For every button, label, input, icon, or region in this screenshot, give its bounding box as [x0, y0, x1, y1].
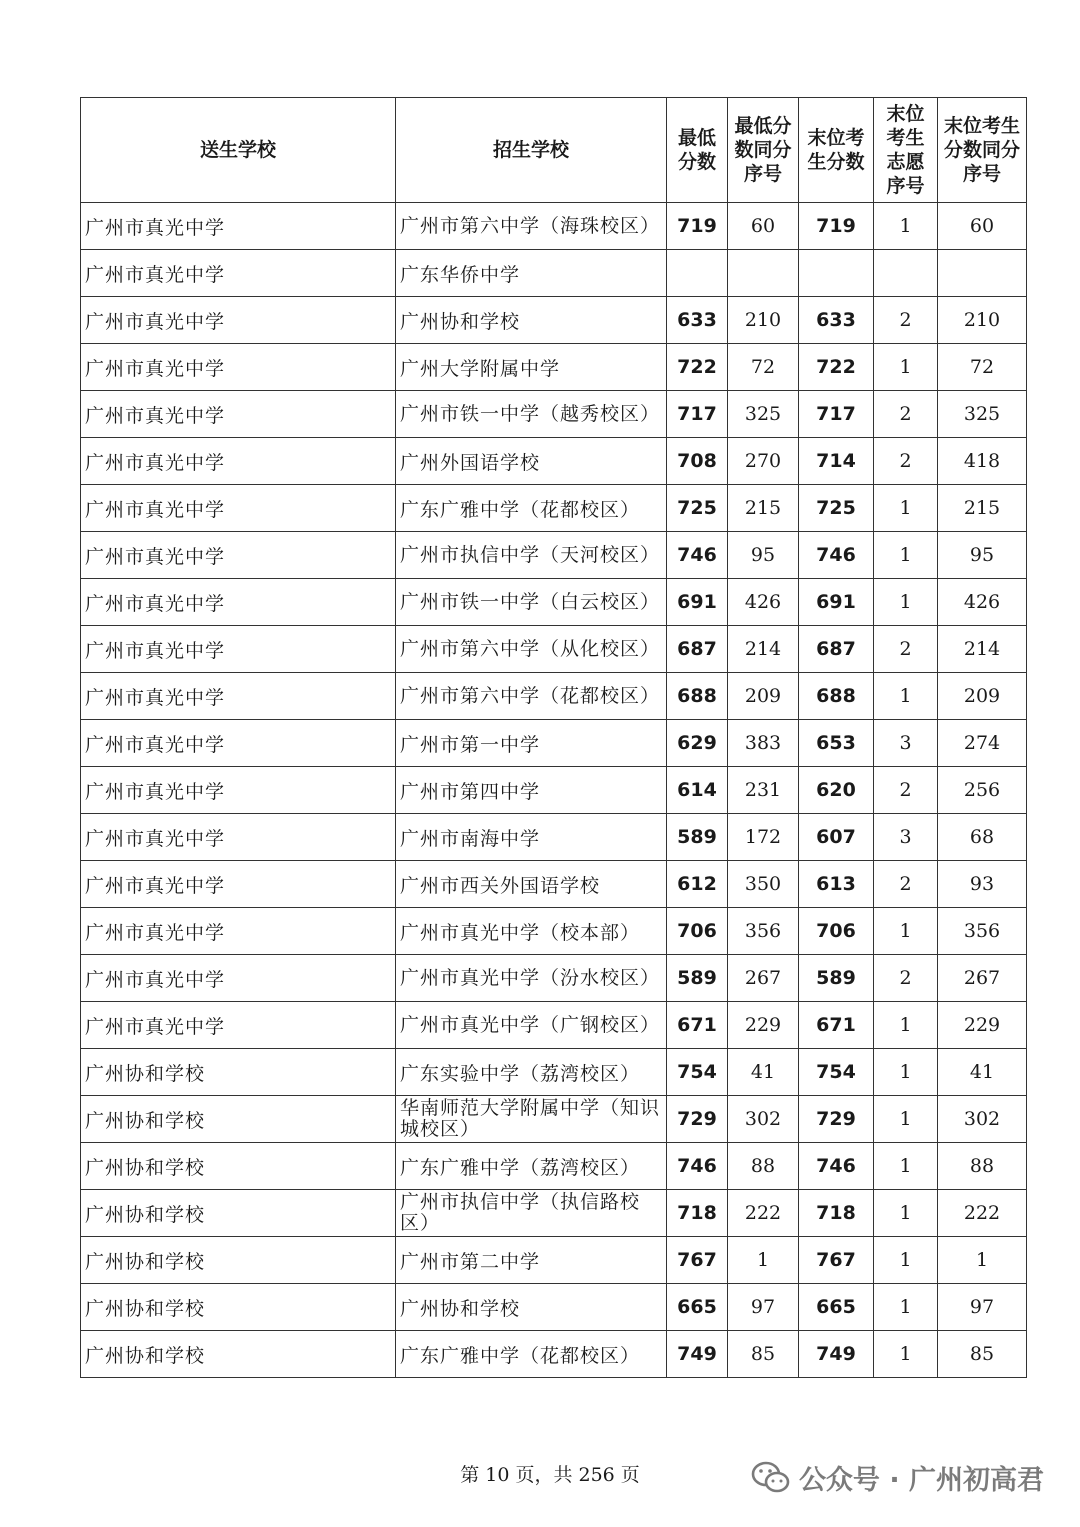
- header-line: 分数同分: [943, 139, 1020, 161]
- cell-sender-school: 广州协和学校: [81, 1190, 396, 1237]
- header-line: 志愿: [886, 151, 925, 173]
- cell-last-choice: 1: [874, 1143, 938, 1190]
- cell-last-choice: 2: [874, 767, 938, 814]
- cell-last-rank: [938, 250, 1027, 297]
- cell-min-score: 767: [667, 1237, 728, 1284]
- cell-sender-school: 广州协和学校: [81, 1143, 396, 1190]
- cell-last-score: 589: [799, 955, 874, 1002]
- cell-min-rank: 85: [728, 1331, 799, 1378]
- cell-min-rank: 231: [728, 767, 799, 814]
- cell-last-choice: 1: [874, 908, 938, 955]
- cell-last-rank: 88: [938, 1143, 1027, 1190]
- cell-last-score: 722: [799, 344, 874, 391]
- cell-min-score: 612: [667, 861, 728, 908]
- cell-sender-school: 广州市真光中学: [81, 673, 396, 720]
- cell-sender-school: 广州市真光中学: [81, 485, 396, 532]
- cell-last-rank: 426: [938, 579, 1027, 626]
- header-line: 数同分: [734, 139, 792, 161]
- cell-min-score: [667, 250, 728, 297]
- cell-last-choice: 1: [874, 1002, 938, 1049]
- admission-table: [80, 97, 1027, 1378]
- cell-last-choice: 1: [874, 344, 938, 391]
- cell-last-score: 746: [799, 532, 874, 579]
- cell-sender-school: 广州市真光中学: [81, 955, 396, 1002]
- cell-sender-school: 广州市真光中学: [81, 626, 396, 673]
- cell-min-score: 589: [667, 814, 728, 861]
- cell-recruiting-school: 广州市执信中学（天河校区）: [396, 532, 667, 579]
- cell-min-rank: 383: [728, 720, 799, 767]
- cell-min-rank: 270: [728, 438, 799, 485]
- cell-last-rank: 60: [938, 203, 1027, 250]
- cell-min-score: 665: [667, 1284, 728, 1331]
- cell-min-score: 717: [667, 391, 728, 438]
- cell-min-score: 687: [667, 626, 728, 673]
- cell-last-score: 671: [799, 1002, 874, 1049]
- cell-recruiting-school: 广东广雅中学（花都校区）: [396, 485, 667, 532]
- table-row: [81, 579, 1027, 626]
- cell-min-score: 749: [667, 1331, 728, 1378]
- cell-last-score: 620: [799, 767, 874, 814]
- cell-last-choice: 1: [874, 1190, 938, 1237]
- cell-min-score: 719: [667, 203, 728, 250]
- cell-last-score: 714: [799, 438, 874, 485]
- header-line: 序号: [743, 163, 782, 185]
- cell-min-rank: 1: [728, 1237, 799, 1284]
- cell-min-rank: 302: [728, 1096, 799, 1143]
- header-line: 末位考: [807, 127, 865, 149]
- table-row: [81, 626, 1027, 673]
- cell-recruiting-school: 广州市铁一中学（白云校区）: [396, 579, 667, 626]
- cell-last-choice: 1: [874, 532, 938, 579]
- header-min-score: [667, 98, 728, 203]
- cell-last-rank: 256: [938, 767, 1027, 814]
- cell-recruiting-school: 广州市真光中学（广钢校区）: [396, 1002, 667, 1049]
- cell-sender-school: 广州市真光中学: [81, 297, 396, 344]
- cell-min-score: 746: [667, 532, 728, 579]
- cell-recruiting-school: 广东广雅中学（花都校区）: [396, 1331, 667, 1378]
- cell-last-score: 607: [799, 814, 874, 861]
- cell-recruiting-school: 广州市第四中学: [396, 767, 667, 814]
- cell-sender-school: 广州市真光中学: [81, 391, 396, 438]
- cell-sender-school: 广州市真光中学: [81, 344, 396, 391]
- cell-recruiting-school: 广州外国语学校: [396, 438, 667, 485]
- cell-min-rank: 267: [728, 955, 799, 1002]
- cell-last-choice: 1: [874, 1237, 938, 1284]
- cell-last-choice: 1: [874, 579, 938, 626]
- cell-min-score: 725: [667, 485, 728, 532]
- cell-last-rank: 93: [938, 861, 1027, 908]
- cell-last-rank: 85: [938, 1331, 1027, 1378]
- header-min-rank: [728, 98, 799, 203]
- table-row: [81, 203, 1027, 250]
- cell-sender-school: 广州市真光中学: [81, 438, 396, 485]
- table-row: [81, 861, 1027, 908]
- cell-min-rank: 350: [728, 861, 799, 908]
- cell-min-rank: 97: [728, 1284, 799, 1331]
- cell-last-score: 613: [799, 861, 874, 908]
- cell-last-choice: 3: [874, 814, 938, 861]
- cell-last-rank: 356: [938, 908, 1027, 955]
- cell-last-score: [799, 250, 874, 297]
- table-row: [81, 250, 1027, 297]
- cell-recruiting-school: 广州市西关外国语学校: [396, 861, 667, 908]
- cell-last-score: 706: [799, 908, 874, 955]
- cell-min-score: 629: [667, 720, 728, 767]
- cell-last-choice: 2: [874, 626, 938, 673]
- header-line: 分数: [677, 151, 716, 173]
- cell-min-rank: [728, 250, 799, 297]
- table-row: [81, 485, 1027, 532]
- cell-last-choice: 2: [874, 297, 938, 344]
- cell-min-rank: 209: [728, 673, 799, 720]
- header-last-score: [799, 98, 874, 203]
- header-line: 最低分: [734, 115, 792, 137]
- table-row: [81, 1190, 1027, 1237]
- header-recruiting-school: 招生学校: [396, 98, 667, 203]
- cell-sender-school: 广州市真光中学: [81, 203, 396, 250]
- table-row: [81, 1002, 1027, 1049]
- cell-last-score: 633: [799, 297, 874, 344]
- cell-min-score: 706: [667, 908, 728, 955]
- cell-sender-school: 广州协和学校: [81, 1096, 396, 1143]
- table-row: [81, 955, 1027, 1002]
- header-last-rank: [938, 98, 1027, 203]
- cell-recruiting-school: 广州市真光中学（汾水校区）: [396, 955, 667, 1002]
- cell-sender-school: 广州市真光中学: [81, 532, 396, 579]
- cell-sender-school: 广州市真光中学: [81, 861, 396, 908]
- cell-sender-school: 广州市真光中学: [81, 579, 396, 626]
- cell-last-score: 754: [799, 1049, 874, 1096]
- table-row: [81, 391, 1027, 438]
- cell-last-choice: 2: [874, 391, 938, 438]
- cell-last-rank: 215: [938, 485, 1027, 532]
- page-number-text: 第 10 页，共 256 页: [460, 1464, 640, 1486]
- cell-last-choice: 1: [874, 485, 938, 532]
- cell-last-score: 746: [799, 1143, 874, 1190]
- cell-min-rank: 172: [728, 814, 799, 861]
- cell-min-rank: 426: [728, 579, 799, 626]
- admission-table-wrapper: [80, 97, 1026, 1378]
- cell-recruiting-school: 广州市铁一中学（越秀校区）: [396, 391, 667, 438]
- cell-last-rank: 210: [938, 297, 1027, 344]
- wechat-icon: [751, 1461, 791, 1495]
- cell-min-rank: 210: [728, 297, 799, 344]
- cell-min-rank: 229: [728, 1002, 799, 1049]
- cell-recruiting-school: 广州市第六中学（海珠校区）: [396, 203, 667, 250]
- cell-last-score: 688: [799, 673, 874, 720]
- cell-last-rank: 209: [938, 673, 1027, 720]
- table-row: [81, 532, 1027, 579]
- cell-min-rank: 222: [728, 1190, 799, 1237]
- cell-recruiting-school: 广州协和学校: [396, 297, 667, 344]
- header-line: 末位考生: [943, 115, 1020, 137]
- cell-last-score: 687: [799, 626, 874, 673]
- cell-sender-school: 广州协和学校: [81, 1237, 396, 1284]
- cell-last-choice: 1: [874, 1331, 938, 1378]
- cell-recruiting-school: 广州市第一中学: [396, 720, 667, 767]
- cell-last-choice: 1: [874, 1284, 938, 1331]
- table-row: [81, 438, 1027, 485]
- cell-recruiting-school: 广州协和学校: [396, 1284, 667, 1331]
- cell-recruiting-school: 广州大学附属中学: [396, 344, 667, 391]
- cell-sender-school: 广州协和学校: [81, 1284, 396, 1331]
- cell-last-choice: 2: [874, 955, 938, 1002]
- table-row: [81, 1284, 1027, 1331]
- cell-min-rank: 215: [728, 485, 799, 532]
- cell-last-rank: 68: [938, 814, 1027, 861]
- cell-last-rank: 302: [938, 1096, 1027, 1143]
- header-line: 考生: [886, 127, 925, 149]
- header-line: 末位: [886, 103, 925, 125]
- cell-last-choice: [874, 250, 938, 297]
- cell-last-score: 767: [799, 1237, 874, 1284]
- cell-last-score: 749: [799, 1331, 874, 1378]
- table-row: [81, 1237, 1027, 1284]
- cell-last-score: 725: [799, 485, 874, 532]
- header-line: 序号: [886, 175, 925, 197]
- cell-last-rank: 95: [938, 532, 1027, 579]
- cell-min-score: 688: [667, 673, 728, 720]
- cell-min-rank: 60: [728, 203, 799, 250]
- cell-sender-school: 广州市真光中学: [81, 720, 396, 767]
- cell-min-score: 718: [667, 1190, 728, 1237]
- cell-last-choice: 3: [874, 720, 938, 767]
- cell-last-score: 719: [799, 203, 874, 250]
- cell-min-score: 691: [667, 579, 728, 626]
- header-line: 生分数: [807, 151, 865, 173]
- cell-min-rank: 41: [728, 1049, 799, 1096]
- cell-recruiting-school: 广东广雅中学（荔湾校区）: [396, 1143, 667, 1190]
- cell-min-score: 614: [667, 767, 728, 814]
- cell-min-rank: 72: [728, 344, 799, 391]
- table-row: [81, 673, 1027, 720]
- cell-sender-school: 广州协和学校: [81, 1331, 396, 1378]
- table-row: [81, 1143, 1027, 1190]
- cell-recruiting-school: 广州市南海中学: [396, 814, 667, 861]
- cell-recruiting-school: 华南师范大学附属中学（知识城校区）: [396, 1096, 667, 1143]
- cell-sender-school: 广州市真光中学: [81, 767, 396, 814]
- cell-min-score: 754: [667, 1049, 728, 1096]
- cell-sender-school: 广州协和学校: [81, 1049, 396, 1096]
- watermark: [751, 1458, 1044, 1497]
- cell-recruiting-school: 广东华侨中学: [396, 250, 667, 297]
- cell-min-score: 729: [667, 1096, 728, 1143]
- cell-last-rank: 72: [938, 344, 1027, 391]
- cell-last-rank: 274: [938, 720, 1027, 767]
- cell-last-choice: 2: [874, 438, 938, 485]
- table-row: [81, 1331, 1027, 1378]
- cell-last-score: 653: [799, 720, 874, 767]
- cell-recruiting-school: 广东实验中学（荔湾校区）: [396, 1049, 667, 1096]
- table-row: [81, 1049, 1027, 1096]
- header-sender-school: 送生学校: [81, 98, 396, 203]
- cell-recruiting-school: 广州市第二中学: [396, 1237, 667, 1284]
- cell-min-score: 722: [667, 344, 728, 391]
- cell-min-rank: 214: [728, 626, 799, 673]
- cell-min-score: 589: [667, 955, 728, 1002]
- cell-last-rank: 222: [938, 1190, 1027, 1237]
- table-row: [81, 908, 1027, 955]
- cell-last-rank: 41: [938, 1049, 1027, 1096]
- header-last-choice: [874, 98, 938, 203]
- cell-last-choice: 2: [874, 861, 938, 908]
- cell-sender-school: 广州市真光中学: [81, 814, 396, 861]
- cell-last-choice: 1: [874, 203, 938, 250]
- cell-recruiting-school: 广州市真光中学（校本部）: [396, 908, 667, 955]
- cell-last-rank: 1: [938, 1237, 1027, 1284]
- cell-last-choice: 1: [874, 1096, 938, 1143]
- cell-last-rank: 267: [938, 955, 1027, 1002]
- cell-last-score: 691: [799, 579, 874, 626]
- cell-last-rank: 229: [938, 1002, 1027, 1049]
- table-header-row: [81, 98, 1027, 203]
- cell-last-rank: 325: [938, 391, 1027, 438]
- cell-min-score: 671: [667, 1002, 728, 1049]
- cell-min-rank: 356: [728, 908, 799, 955]
- cell-recruiting-school: 广州市第六中学（花都校区）: [396, 673, 667, 720]
- table-row: [81, 814, 1027, 861]
- cell-min-score: 633: [667, 297, 728, 344]
- cell-last-rank: 97: [938, 1284, 1027, 1331]
- cell-recruiting-school: 广州市第六中学（从化校区）: [396, 626, 667, 673]
- cell-last-choice: 1: [874, 1049, 938, 1096]
- cell-last-rank: 418: [938, 438, 1027, 485]
- cell-last-score: 717: [799, 391, 874, 438]
- cell-last-score: 729: [799, 1096, 874, 1143]
- cell-recruiting-school: 广州市执信中学（执信路校区）: [396, 1190, 667, 1237]
- table-row: [81, 720, 1027, 767]
- cell-last-rank: 214: [938, 626, 1027, 673]
- cell-last-choice: 1: [874, 673, 938, 720]
- cell-min-score: 708: [667, 438, 728, 485]
- watermark-text: 公众号 · 广州初高君: [798, 1465, 1044, 1496]
- cell-last-score: 718: [799, 1190, 874, 1237]
- table-body: [81, 203, 1027, 1378]
- table-row: [81, 1096, 1027, 1143]
- cell-min-score: 746: [667, 1143, 728, 1190]
- header-line: 序号: [962, 163, 1001, 185]
- cell-sender-school: 广州市真光中学: [81, 1002, 396, 1049]
- cell-last-score: 665: [799, 1284, 874, 1331]
- table-row: [81, 297, 1027, 344]
- cell-sender-school: 广州市真光中学: [81, 250, 396, 297]
- cell-min-rank: 88: [728, 1143, 799, 1190]
- table-row: [81, 767, 1027, 814]
- cell-sender-school: 广州市真光中学: [81, 908, 396, 955]
- table-row: [81, 344, 1027, 391]
- cell-min-rank: 95: [728, 532, 799, 579]
- cell-min-rank: 325: [728, 391, 799, 438]
- header-line: 最低: [677, 127, 716, 149]
